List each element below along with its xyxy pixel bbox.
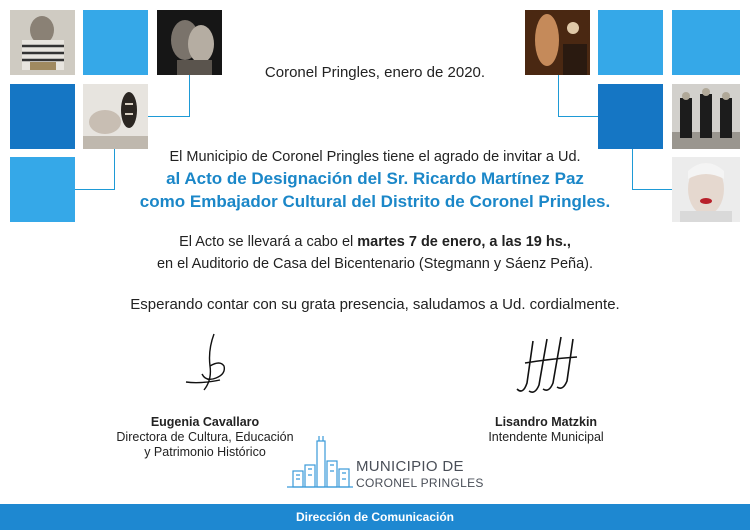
connector-line	[558, 75, 559, 117]
event-location: en el Auditorio de Casa del Bicentenario (Stegmann y Sáenz Peña).	[156, 256, 594, 272]
closing-line: Esperando contar con su grata presencia, saludamos a Ud. cordialmente.	[130, 296, 620, 313]
event-prefix: El Acto se llevará a cabo el	[179, 234, 358, 250]
logo-line2: CORONEL PRINGLES	[356, 476, 484, 490]
photo-three-men	[672, 84, 740, 149]
connector-line	[75, 189, 115, 190]
connector-line	[148, 116, 190, 117]
signatory-role: Directora de Cultura, Educación	[116, 430, 294, 444]
connector-line	[558, 116, 598, 117]
blue-tile	[10, 84, 75, 149]
footer-label: Dirección de Comunicación	[295, 510, 455, 524]
signatory-name: Lisandro Matzkin	[494, 415, 598, 429]
signatory-right	[466, 415, 626, 445]
blue-tile	[10, 157, 75, 222]
municipio-logo-text	[356, 460, 484, 490]
signatory-name: Eugenia Cavallaro	[150, 415, 260, 429]
signatory-role: y Patrimonio Histórico	[144, 445, 266, 459]
footer-bar	[0, 504, 750, 530]
municipio-building-logo-icon	[285, 435, 355, 490]
invitation-intro: El Municipio de Coronel Pringles tiene el agrado de invitar a Ud.	[169, 149, 581, 165]
event-title-line1: al Acto de Designación del Sr. Ricardo Martínez Paz	[166, 169, 584, 188]
connector-line	[189, 75, 190, 117]
logo-line1: MUNICIPIO DE	[356, 458, 464, 475]
photo-woman-portrait	[672, 157, 740, 222]
signature-left	[180, 330, 240, 400]
signature-right	[513, 333, 583, 401]
signatory-role: Intendente Municipal	[488, 430, 604, 444]
photo-woman-with-mask	[83, 84, 148, 149]
event-date-time: martes 7 de enero, a las 19 hs.,	[357, 234, 571, 250]
blue-tile	[598, 84, 663, 149]
signatory-left	[105, 415, 305, 460]
event-title-line2: como Embajador Cultural del Distrito de Coronel Pringles.	[139, 192, 611, 211]
connector-line	[632, 189, 672, 190]
event-date-line	[0, 234, 750, 250]
date-line: Coronel Pringles, enero de 2020.	[264, 64, 486, 81]
